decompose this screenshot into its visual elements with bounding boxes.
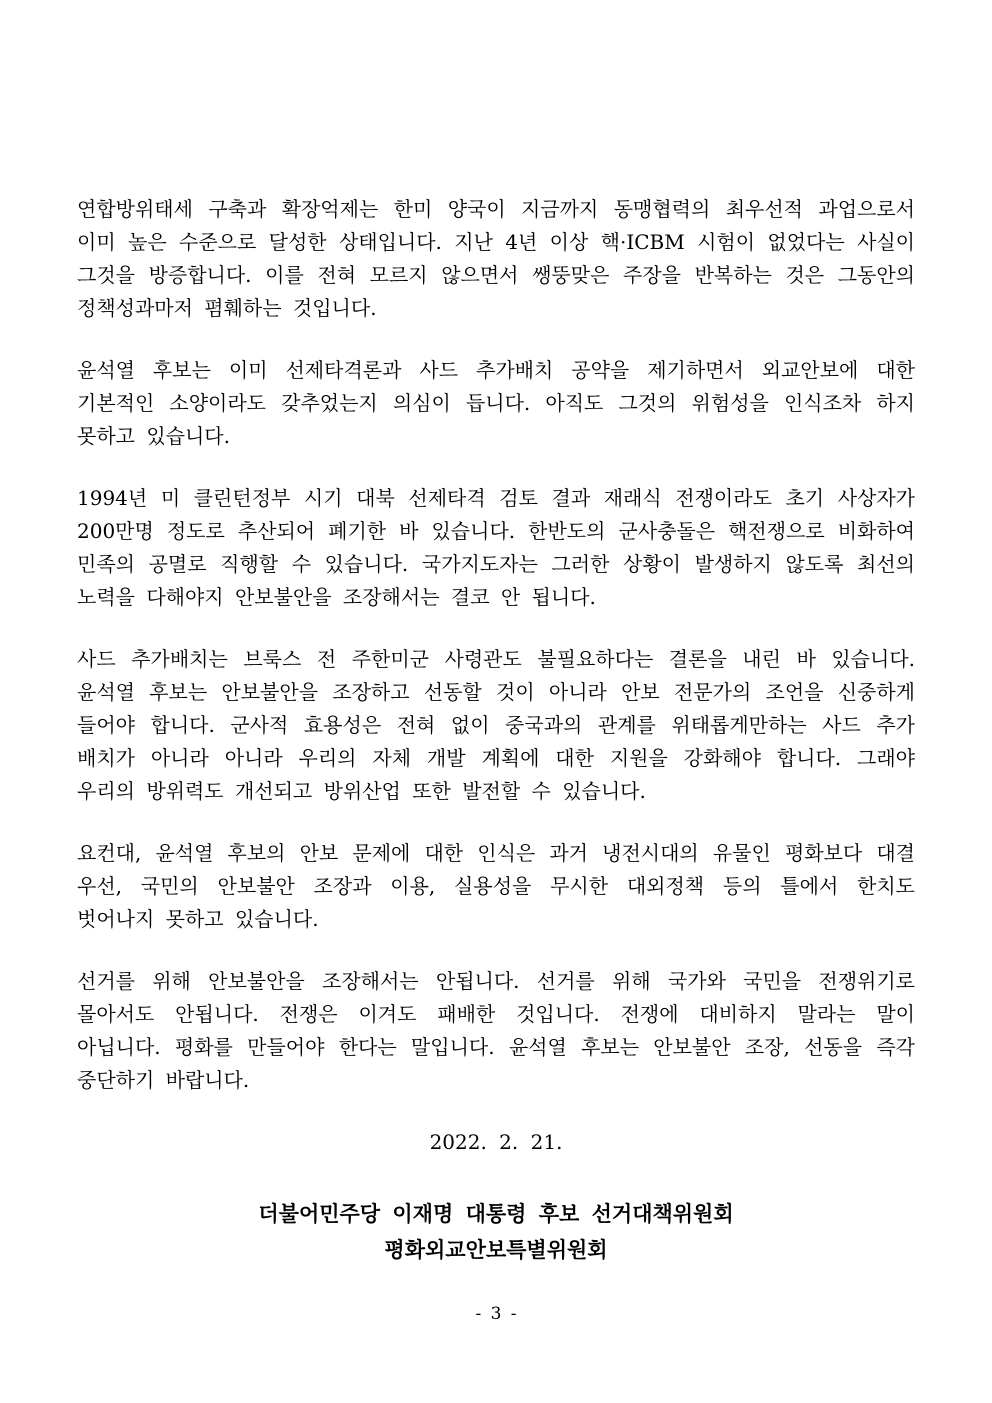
signature-line-committee: 더불어민주당 이재명 대통령 후보 선거대책위원회 [258,1201,734,1226]
document-body [77,193,915,1268]
paragraph-2: 윤석열 후보는 이미 선제타격론과 사드 추가배치 공약을 제기하면서 외교안보에 대한 기본적인 소양이라도 갖추었는지 의심이 듭니다. 아직도 그것의 위험성을 인식조차 하지 못하고 있습니다. [77,358,915,448]
signature-line-subcommittee: 평화외교안보특별위원회 [384,1237,608,1262]
signature-block [77,1196,915,1268]
paragraph-1: 연합방위태세 구축과 확장억제는 한미 양국이 지금까지 동맹협력의 최우선적 과업으로서 이미 높은 수준으로 달성한 상태입니다. 지난 4년 이상 핵·ICBM 시험이 없었다는 사실이 그것을 방증합니다. 이를 전혀 모르지 않으면서 쌩뚱맞은 주장을 반복하는 것은 그동안의 정책성과마저 폄훼하는 것입니다. [77,197,915,320]
document-date: 2022. 2. 21. [429,1130,563,1154]
paragraph-5: 요컨대, 윤석열 후보의 안보 문제에 대한 인식은 과거 냉전시대의 유물인 평화보다 대결 우선, 국민의 안보불안 조장과 이용, 실용성을 무시한 대외정책 등의 틀에서 한치도 벗어나지 못하고 있습니다. [77,841,915,931]
paragraph-6: 선거를 위해 안보불안을 조장해서는 안됩니다. 선거를 위해 국가와 국민을 전쟁위기로 몰아서도 안됩니다. 전쟁은 이겨도 패배한 것입니다. 전쟁에 대비하지 말라는 말이 아닙니다. 평화를 만들어야 한다는 말입니다. 윤석열 후보는 안보불안 조장, 선동을 즉각 중단하기 바랍니다. [77,969,915,1092]
page-number: - 3 - [475,1304,517,1324]
paragraph-4: 사드 추가배치는 브룩스 전 주한미군 사령관도 불필요하다는 결론을 내린 바 있습니다. 윤석열 후보는 안보불안을 조장하고 선동할 것이 아니라 안보 전문가의 조언을 신중하게 들어야 합니다. 군사적 효용성은 전혀 없이 중국과의 관계를 위태롭게만하는 사드 추가 배치가 아니라 아니라 우리의 자체 개발 계획에 대한 지원을 강화해야 합니다. 그래야 우리의 방위력도 개선되고 방위산업 또한 발전할 수 있습니다. [77,647,915,803]
paragraph-3: 1994년 미 클린턴정부 시기 대북 선제타격 검토 결과 재래식 전쟁이라도 초기 사상자가 200만명 정도로 추산되어 폐기한 바 있습니다. 한반도의 군사충돌은 핵전쟁으로 비화하여 민족의 공멸로 직행할 수 있습니다. 국가지도자는 그러한 상황이 발생하지 않도록 최선의 노력을 다해야지 안보불안을 조장해서는 결코 안 됩니다. [77,486,915,609]
